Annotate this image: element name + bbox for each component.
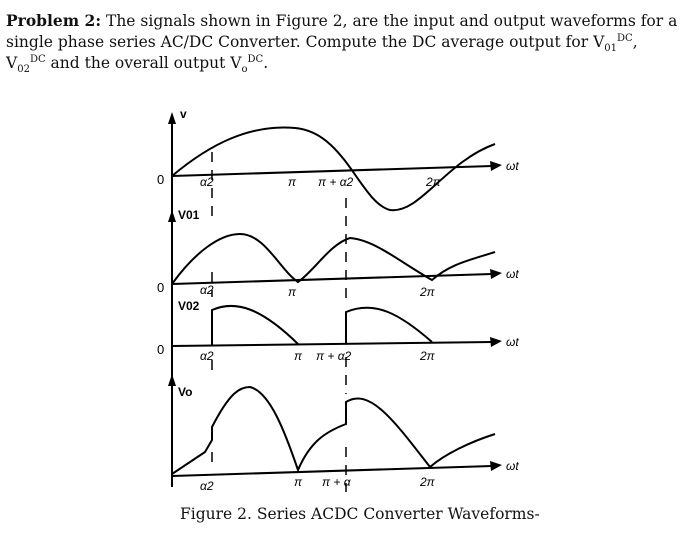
v02-wave-2 [346,308,432,344]
two-pi-label-4: 2π [420,475,435,489]
vo-label: Vo [178,385,193,399]
wt-label-3: ωt [506,335,519,349]
alpha2-label-2: α2 [200,283,214,297]
v02-wave-1 [212,306,298,346]
zero-label-2: 0 [157,280,165,295]
v02-sup: DC [29,53,46,65]
two-pi-label-2: 2π [420,285,435,299]
two-pi-label-1: 2π [426,175,441,189]
problem-label: Problem 2: [6,11,102,30]
axis-3 [172,342,492,346]
pi-alpha2-label-1: π + α2 [318,175,354,189]
waveform-figure [150,102,550,497]
alpha2-label-1: α2 [200,175,214,189]
zero-label-1: 0 [157,172,165,187]
v01-label: V01 [178,208,200,222]
v02-label: V02 [178,299,200,313]
input-sine [172,127,495,210]
pi-label-2: π [288,285,297,299]
v-label: v [180,107,187,121]
wt-label-4: ωt [506,459,519,473]
problem-text-2: and the overall output V [45,54,242,72]
vo-sup: DC [247,53,264,65]
alpha2-label-4: α2 [200,479,214,493]
wt-label-1: ωt [506,159,519,173]
zero-label-3: 0 [157,342,165,357]
problem-text: The signals shown in Figure 2, are the input and output waveforms for a single phase series AC/DC Converter. Compute the DC average output for V [6,12,678,51]
vo-wave [172,387,495,474]
v01-sup: DC [617,32,633,44]
v-axis-arrow [168,112,176,124]
pi-alpha2-label-2: π + α2 [316,349,352,363]
pi-alpha-label: π + α [322,475,351,489]
pi-label-3: π [294,349,303,363]
v01-wave [172,234,495,284]
axis-2 [172,274,492,284]
problem-end: . [263,54,269,72]
vo-sub: o [241,64,248,76]
figure-caption: Figure 2. Series ACDC Converter Waveforms- [180,505,540,523]
problem-sep: , V [6,33,638,72]
v02-sub: 02 [17,64,30,76]
pi-label-1: π [288,175,297,189]
alpha2-label-3: α2 [200,349,214,363]
v01-sub: 01 [604,43,618,55]
pi-label-4: π [294,475,303,489]
two-pi-label-3: 2π [420,349,435,363]
problem-statement [6,10,682,74]
wt-label-2: ωt [506,267,519,281]
